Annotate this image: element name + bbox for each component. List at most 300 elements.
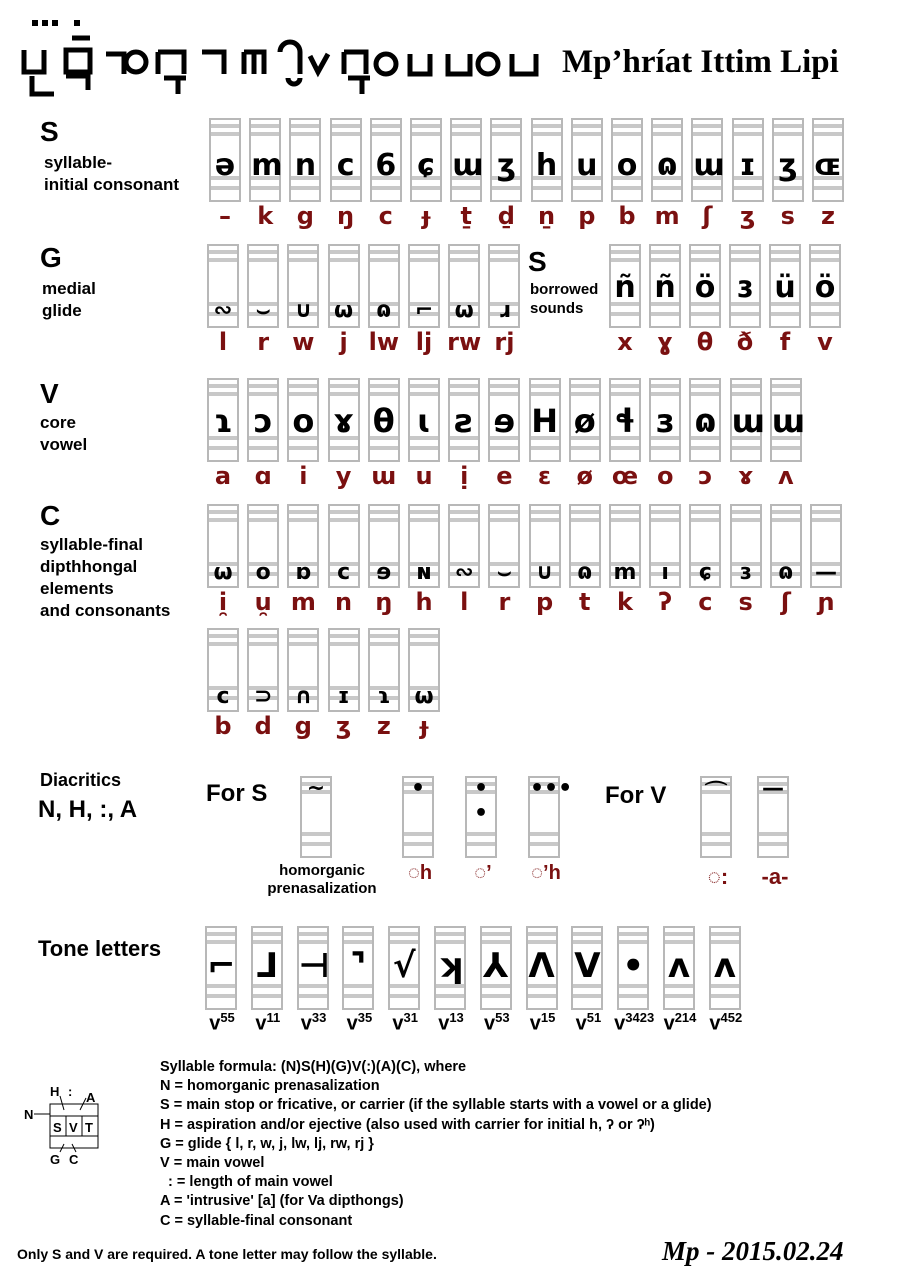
diacritic-cell: [528, 776, 573, 858]
script-glyph: m: [251, 148, 283, 183]
script-glyph: ɷ: [577, 560, 593, 585]
script-glyph: ʒ: [496, 148, 516, 183]
glyph-cell: [569, 504, 601, 588]
cell-guide-line: [249, 392, 277, 396]
cell-guide-line: [370, 642, 398, 646]
glyph-cell: [287, 378, 319, 462]
cell-guide-line: [410, 250, 438, 254]
cell-guide-line: [412, 132, 440, 136]
script-glyph: ɘ: [493, 402, 516, 440]
cell-guide-line: [571, 446, 599, 450]
ipa-label: e: [496, 462, 513, 490]
cell-guide-line: [533, 132, 561, 136]
glyph-cell: [488, 378, 520, 462]
ipa-label: w: [292, 328, 315, 356]
script-glyph: ɕ: [417, 148, 435, 183]
script-glyph: ɿ: [377, 684, 391, 709]
signature: Mp - 2015.02.24: [662, 1236, 844, 1266]
script-glyph: ɯ: [731, 402, 765, 440]
section-g-desc-line1: medial: [42, 279, 96, 298]
section-g-desc: [42, 278, 96, 322]
for-v-label: For V: [605, 782, 667, 809]
tone-label: [245, 1010, 291, 1036]
tone-label-base: v: [575, 1012, 587, 1035]
cell-guide-line: [289, 250, 317, 254]
script-glyph: ɯ: [771, 402, 806, 440]
script-glyph: ɯ: [693, 148, 725, 183]
ipa-label: ʃ: [780, 588, 791, 616]
cell-guide-line: [693, 132, 721, 136]
cell-guide-line: [573, 186, 601, 190]
section-s-desc: [44, 152, 179, 196]
glyph-cell: [289, 118, 321, 202]
glyph-cell: [770, 504, 802, 588]
cell-guide-line: [450, 518, 478, 522]
glyph-cell: [730, 378, 765, 462]
script-glyph: ɿ: [213, 402, 233, 440]
cell-guide-line: [531, 446, 559, 450]
script-glyph: ü: [774, 270, 796, 305]
diagram-g: G: [50, 1152, 61, 1167]
script-glyph: ɤ: [333, 402, 354, 440]
glyph-cell: [328, 378, 360, 462]
section-s-desc-line1: syllable-: [44, 153, 113, 172]
cell-guide-line: [651, 446, 679, 450]
diagram-s: S: [53, 1120, 62, 1135]
script-glyph: n: [294, 148, 317, 183]
ipa-label: x: [617, 328, 633, 356]
tone-label-contour: 452: [720, 1010, 743, 1025]
for-s-label: For S: [206, 780, 268, 807]
cell-guide-line: [344, 994, 372, 998]
ipa-label: ɛ: [537, 462, 552, 490]
script-glyph: 6: [375, 148, 397, 183]
ipa-label: ʔ: [658, 588, 673, 616]
section-borrowed-letter: S: [528, 246, 547, 277]
diacritic-cell: [700, 776, 732, 858]
script-glyph: ɷ: [376, 298, 392, 323]
cell-guide-line: [812, 510, 840, 514]
formula-line-8: C = syllable-final consonant: [160, 1212, 353, 1229]
script-glyph: ɒ: [295, 560, 312, 585]
formula-line-3: H = aspiration and/or ejective (also used with carrier for initial h, ʔ or ʔʰ): [160, 1116, 655, 1133]
cell-guide-line: [211, 186, 239, 190]
cell-guide-line: [207, 994, 235, 998]
ipa-label: s: [780, 202, 795, 230]
cell-guide-line: [289, 384, 317, 388]
script-glyph: ñ: [654, 270, 676, 305]
cell-guide-line: [450, 392, 478, 396]
syllable-diagram: [20, 1082, 120, 1172]
cell-guide-line: [209, 642, 237, 646]
tone-label: [611, 1010, 657, 1036]
tone-label: [520, 1010, 566, 1036]
cell-guide-line: [330, 518, 358, 522]
script-glyph: ñ: [614, 270, 636, 305]
footnote: Only S and V are required. A tone letter may follow the syllable.: [17, 1246, 437, 1262]
tone-label-base: v: [529, 1012, 541, 1035]
cell-guide-line: [370, 392, 398, 396]
cell-guide-line: [332, 186, 360, 190]
cell-guide-line: [691, 446, 719, 450]
cell-guide-line: [732, 384, 760, 388]
glyph-cell: [408, 628, 440, 712]
cell-guide-line: [533, 124, 561, 128]
cell-guide-line: [249, 446, 277, 450]
glyph-cell: [368, 628, 400, 712]
cell-guide-line: [390, 994, 418, 998]
glyph-cell: [450, 118, 482, 202]
script-glyph: ɷ: [778, 560, 794, 585]
glyph-cell: [408, 378, 440, 462]
cell-guide-line: [759, 842, 787, 846]
cell-guide-line: [299, 932, 327, 936]
tone-label-base: v: [255, 1012, 267, 1035]
script-glyph: o: [255, 560, 271, 585]
ipa-label: j: [339, 328, 348, 356]
script-glyph: ʒ: [778, 148, 798, 183]
glyph-cell: [529, 504, 561, 588]
cell-guide-line: [452, 132, 480, 136]
script-glyph: o: [616, 148, 638, 183]
cell-guide-line: [450, 384, 478, 388]
cell-guide-line: [482, 940, 510, 944]
diagram-n: N: [24, 1107, 34, 1122]
cell-guide-line: [289, 634, 317, 638]
script-glyph: H: [531, 402, 558, 440]
ipa-label: ḏ: [497, 202, 515, 230]
cell-guide-line: [711, 940, 739, 944]
diagram-c: C: [69, 1152, 79, 1167]
cell-guide-line: [774, 132, 802, 136]
glyph-cell: [370, 118, 402, 202]
tone-label: [474, 1010, 520, 1036]
ipa-label: g: [296, 202, 314, 230]
ipa-label: v: [817, 328, 833, 356]
script-glyph: c: [337, 560, 351, 585]
script-glyph: • •: [473, 776, 489, 826]
cell-guide-line: [249, 250, 277, 254]
cell-guide-line: [490, 510, 518, 514]
script-glyph: •••: [530, 776, 573, 801]
script-glyph: ɹ: [498, 298, 511, 323]
ipa-label: t: [579, 588, 591, 616]
cell-guide-line: [249, 384, 277, 388]
tone-cell: [205, 926, 237, 1010]
cell-guide-line: [732, 510, 760, 514]
cell-guide-line: [330, 446, 358, 450]
cell-guide-line: [691, 312, 719, 316]
script-glyph: ƨ: [454, 402, 474, 440]
tone-label-base: v: [709, 1012, 721, 1035]
script-glyph: m: [613, 560, 637, 585]
glyph-cell: [488, 504, 520, 588]
cell-guide-line: [207, 940, 235, 944]
cell-guide-line: [299, 994, 327, 998]
ipa-label: p: [536, 588, 554, 616]
glyph-cell: [207, 628, 239, 712]
tone-label-contour: 35: [357, 1010, 373, 1025]
diagram-colon: :: [68, 1084, 73, 1099]
script-glyph: ⊣: [298, 946, 330, 986]
cell-guide-line: [731, 312, 759, 316]
ipa-label: ŋ: [337, 202, 355, 230]
script-glyph: ʌ: [713, 946, 736, 986]
tone-cell: [480, 926, 512, 1010]
cell-guide-line: [410, 518, 438, 522]
cell-guide-line: [492, 186, 520, 190]
cell-guide-line: [774, 124, 802, 128]
glyph-cell: [368, 378, 400, 462]
glyph-cell: [732, 118, 764, 202]
tone-label: [657, 1010, 703, 1036]
ipa-label: g: [294, 712, 312, 740]
cell-guide-line: [452, 124, 480, 128]
cell-guide-line: [611, 510, 639, 514]
ipa-label: ð: [736, 328, 754, 356]
section-g-desc-line2: glide: [42, 301, 82, 320]
ipa-label: k: [257, 202, 274, 230]
section-v-desc: [40, 412, 87, 456]
glyph-cell: [247, 504, 279, 588]
cell-guide-line: [211, 124, 239, 128]
ipa-label: rw: [447, 328, 482, 356]
diacritic-cell: [465, 776, 497, 858]
glyph-cell: [247, 378, 279, 462]
script-glyph: ⌝: [350, 946, 367, 986]
script-glyph: ö: [814, 270, 836, 305]
script-glyph: ɜ: [739, 560, 752, 585]
cell-guide-line: [571, 510, 599, 514]
ipa-label: ɯ: [371, 462, 397, 490]
script-glyph: c: [336, 148, 355, 183]
script-glyph: ω: [414, 684, 434, 709]
glyph-cell: [448, 504, 480, 588]
ipa-label: ṉ: [538, 202, 556, 230]
cell-guide-line: [573, 932, 601, 936]
formula-line-7: A = 'intrusive' [a] (for Va dipthongs): [160, 1193, 404, 1210]
script-glyph: ø: [573, 402, 596, 440]
script-glyph: ∪: [294, 298, 313, 323]
script-glyph: ⊃: [253, 684, 273, 709]
cell-guide-line: [450, 250, 478, 254]
cell-guide-line: [611, 312, 639, 316]
tone-label-base: v: [614, 1012, 626, 1035]
tone-cell: [251, 926, 283, 1010]
ipa-label: b: [214, 712, 232, 740]
glyph-cell: [611, 118, 643, 202]
glyph-cell: [488, 244, 520, 328]
diacritics-subheading: N, H, :, A: [38, 796, 138, 823]
cell-guide-line: [571, 392, 599, 396]
cell-guide-line: [774, 186, 802, 190]
cell-guide-line: [370, 510, 398, 514]
glyph-cell: [810, 504, 842, 588]
page-title: Mp’hríat Ittim Lipi: [562, 44, 839, 80]
cell-guide-line: [467, 832, 495, 836]
glyph-cell: [408, 244, 440, 328]
cell-guide-line: [530, 842, 558, 846]
cell-guide-line: [812, 518, 840, 522]
cell-guide-line: [330, 510, 358, 514]
cell-guide-line: [370, 258, 398, 262]
cell-guide-line: [665, 994, 693, 998]
cell-guide-line: [330, 384, 358, 388]
script-glyph: ω: [213, 560, 233, 585]
cell-guide-line: [253, 940, 281, 944]
cell-guide-line: [253, 994, 281, 998]
ipa-label: ʒ: [335, 712, 352, 740]
formula-line-5: V = main vowel: [160, 1155, 265, 1172]
cell-guide-line: [291, 132, 319, 136]
cell-guide-line: [693, 124, 721, 128]
diacritics-heading: Diacritics: [40, 770, 122, 790]
tone-label-base: v: [484, 1012, 496, 1035]
cell-guide-line: [732, 518, 760, 522]
ipa-label: ʃ: [702, 202, 713, 230]
cell-guide-line: [691, 392, 719, 396]
cell-guide-line: [251, 186, 279, 190]
tone-cell: [297, 926, 329, 1010]
cell-guide-line: [299, 940, 327, 944]
cell-guide-line: [528, 940, 556, 944]
diacritic-cell: [300, 776, 332, 858]
cell-guide-line: [452, 186, 480, 190]
script-glyph: ɘ: [376, 560, 392, 585]
ipa-label: n: [335, 588, 353, 616]
cell-guide-line: [372, 186, 400, 190]
cell-guide-line: [249, 258, 277, 262]
diacritic-caption: homorganic prenasalization: [267, 862, 377, 897]
cell-guide-line: [711, 932, 739, 936]
section-borrowed-desc-line1: borrowed: [530, 281, 599, 298]
ipa-label: l: [218, 328, 228, 356]
ipa-label: lj: [415, 328, 433, 356]
glyph-cell: [287, 628, 319, 712]
script-glyph: u: [576, 148, 598, 183]
cell-guide-line: [209, 510, 237, 514]
cell-guide-line: [209, 250, 237, 254]
cell-guide-line: [772, 446, 800, 450]
ipa-label: c: [378, 202, 393, 230]
cell-guide-line: [528, 932, 556, 936]
cell-guide-line: [732, 446, 760, 450]
section-s-letter: S: [40, 116, 59, 147]
cell-guide-line: [530, 832, 558, 836]
cell-guide-line: [573, 940, 601, 944]
cell-guide-line: [289, 518, 317, 522]
tone-label: [703, 1010, 749, 1036]
tone-cell: [617, 926, 649, 1010]
cell-guide-line: [490, 384, 518, 388]
cell-guide-line: [814, 124, 842, 128]
tone-label-contour: 53: [495, 1010, 510, 1025]
cell-guide-line: [651, 518, 679, 522]
ipa-label: ŋ: [375, 588, 393, 616]
section-g-letter: G: [40, 242, 62, 273]
ipa-label: θ: [696, 328, 714, 356]
ipa-label: ɤ: [737, 462, 754, 490]
script-glyph: ⅃: [255, 946, 278, 986]
cell-guide-line: [291, 124, 319, 128]
cell-guide-line: [410, 384, 438, 388]
cell-guide-line: [651, 312, 679, 316]
glyph-cell: [769, 244, 801, 328]
glyph-cell: [330, 118, 362, 202]
cell-guide-line: [811, 250, 839, 254]
glyph-cell: [571, 118, 603, 202]
glyph-cell: [649, 244, 681, 328]
cell-guide-line: [691, 384, 719, 388]
script-glyph: ~: [306, 776, 326, 801]
ipa-label: ʌ: [777, 462, 794, 490]
tone-label-base: v: [346, 1012, 358, 1035]
script-glyph: ʌ: [667, 946, 691, 986]
cell-guide-line: [665, 940, 693, 944]
glyph-cell: [531, 118, 563, 202]
section-c-desc-line2: dipthhongal: [40, 557, 138, 576]
cell-guide-line: [253, 932, 281, 936]
tone-label-contour: 15: [540, 1010, 556, 1025]
cell-guide-line: [691, 258, 719, 262]
ipa-label: œ: [611, 462, 639, 490]
cell-guide-line: [651, 258, 679, 262]
diagram-t: T: [85, 1120, 93, 1135]
section-c-letter: C: [40, 500, 61, 531]
script-glyph: —: [815, 560, 837, 585]
ipa-label: rj: [494, 328, 515, 356]
script-glyph: h: [535, 148, 558, 183]
glyph-cell: [770, 378, 806, 462]
diacritic-caption: ◌’: [474, 862, 492, 884]
glyph-cell: [207, 244, 239, 328]
cell-guide-line: [302, 832, 330, 836]
glyph-cell: [689, 504, 721, 588]
tone-cell: [663, 926, 695, 1010]
tone-cell: [709, 926, 741, 1010]
script-glyph: ⌐: [414, 298, 434, 323]
diagram-h: H: [50, 1084, 60, 1099]
cell-guide-line: [734, 124, 762, 128]
script-glyph: —: [762, 776, 784, 801]
cell-guide-line: [573, 994, 601, 998]
script-glyph: •: [410, 776, 426, 801]
diacritic-cell: [402, 776, 434, 858]
tone-label: [565, 1010, 611, 1036]
glyph-cell: [287, 504, 319, 588]
cell-guide-line: [531, 518, 559, 522]
syllable-formula: [160, 1058, 712, 1231]
cell-guide-line: [571, 384, 599, 388]
cell-guide-line: [613, 186, 641, 190]
script-glyph: √: [392, 946, 416, 986]
cell-guide-line: [209, 446, 237, 450]
glyph-cell: [609, 244, 641, 328]
cell-guide-line: [772, 392, 800, 396]
cell-guide-line: [702, 842, 730, 846]
section-s-desc-line2: initial consonant: [44, 175, 180, 194]
ipa-label: r: [498, 588, 511, 616]
ipa-label: ɔ: [698, 462, 713, 490]
diacritic-cell: [757, 776, 789, 858]
cell-guide-line: [482, 932, 510, 936]
glyph-cell: [287, 244, 319, 328]
cell-guide-line: [251, 132, 279, 136]
tone-label-base: v: [392, 1012, 404, 1035]
cell-guide-line: [772, 518, 800, 522]
cell-guide-line: [330, 258, 358, 262]
section-v-desc-line1: core: [40, 413, 76, 432]
